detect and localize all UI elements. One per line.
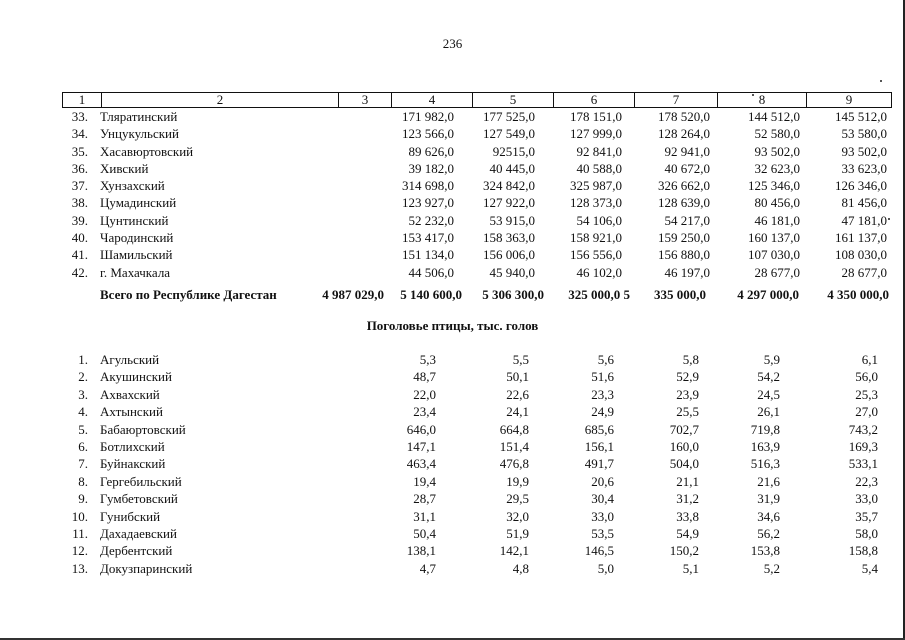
value-cell: 34,6 — [757, 508, 780, 524]
value-cell: 156,1 — [584, 438, 614, 454]
value-cell: 33,0 — [591, 508, 614, 524]
value-cell: 5,9 — [763, 352, 780, 367]
value-cell: 160,0 — [669, 438, 699, 454]
district-name: г. Махачкала — [100, 264, 171, 280]
value-cell: 324 842,0 — [483, 178, 535, 194]
district-name: Ахвахский — [100, 386, 160, 402]
row-number: 39. — [71, 212, 88, 228]
value-cell: 22,0 — [413, 386, 436, 402]
value-cell: 92515,0 — [492, 143, 535, 159]
district-name: Бабаюртовский — [100, 421, 186, 437]
row-number: 8. — [78, 473, 88, 489]
value-cell: 33,0 — [855, 491, 878, 507]
value-cell: 89 626,0 — [408, 143, 454, 159]
row-number: 41. — [71, 247, 88, 263]
district-name: Дахадаевский — [100, 525, 177, 541]
value-cell: 177 525,0 — [483, 109, 535, 124]
value-cell: 56,0 — [855, 369, 878, 385]
scan-speck — [752, 94, 754, 96]
row-number: 33. — [71, 109, 88, 124]
value-cell: 178 520,0 — [658, 109, 710, 124]
value-cell: 533,1 — [848, 456, 878, 472]
value-cell: 28 677,0 — [754, 264, 800, 280]
value-cell: 156 880,0 — [658, 247, 710, 263]
value-cell: 138,1 — [406, 543, 436, 559]
value-cell: 92 941,0 — [664, 143, 710, 159]
row-number: 35. — [71, 143, 88, 159]
district-name: Унцукульский — [100, 126, 179, 142]
col-header-8: 8 — [718, 93, 807, 108]
value-cell: 48,7 — [413, 369, 436, 385]
district-name: Докузпаринский — [100, 560, 193, 576]
value-cell: 29,5 — [506, 491, 529, 507]
value-cell: 325 987,0 — [570, 178, 622, 194]
value-cell: 144 512,0 — [748, 109, 800, 124]
value-cell: 128 373,0 — [570, 195, 622, 211]
value-cell: 169,3 — [848, 438, 878, 454]
scan-speck — [880, 80, 882, 82]
value-cell: 516,3 — [750, 456, 780, 472]
district-name: Хивский — [100, 160, 149, 176]
section-title: Поголовье птицы, тыс. голов — [366, 318, 539, 333]
value-cell: 92 841,0 — [576, 143, 622, 159]
value-cell: 159 250,0 — [658, 230, 710, 246]
col-header-6: 6 — [554, 93, 635, 108]
scan-speck — [888, 218, 890, 220]
row-number: 42. — [71, 264, 88, 280]
district-name: Дербентский — [100, 543, 173, 559]
value-cell: 123 927,0 — [402, 195, 454, 211]
value-cell: 25,3 — [855, 386, 878, 402]
value-cell: 128 264,0 — [658, 126, 710, 142]
value-cell: 5,4 — [861, 560, 878, 576]
value-cell: 6,1 — [861, 352, 878, 367]
district-name: Хунзахский — [100, 178, 165, 194]
value-cell: 58,0 — [855, 525, 878, 541]
value-cell: 54 217,0 — [664, 212, 710, 228]
value-cell: 20,6 — [591, 473, 614, 489]
total-row — [62, 286, 902, 303]
col-header-9: 9 — [807, 93, 892, 108]
district-name: Буйнакский — [100, 456, 166, 472]
value-cell: 5,5 — [512, 352, 529, 367]
value-cell: 50,1 — [506, 369, 529, 385]
district-name: Цунтинский — [100, 212, 169, 228]
district-name: Гергебильский — [100, 473, 182, 489]
value-cell: 24,5 — [757, 386, 780, 402]
value-cell: 153 417,0 — [402, 230, 454, 246]
value-cell: 326 662,0 — [658, 178, 710, 194]
value-cell: 107 030,0 — [748, 247, 800, 263]
value-cell: 151,4 — [499, 438, 529, 454]
value-cell: 160 137,0 — [748, 230, 800, 246]
row-number: 6. — [78, 438, 88, 454]
value-cell: 53 915,0 — [489, 212, 535, 228]
district-name: Гунибский — [100, 508, 161, 524]
value-cell: 476,8 — [499, 456, 529, 472]
value-cell: 51,9 — [506, 525, 529, 541]
total-label: Всего по Республике Дагестан — [100, 287, 277, 302]
value-cell: 743,2 — [848, 421, 878, 437]
district-name: Чародинский — [100, 230, 174, 246]
value-cell: 147,1 — [406, 438, 436, 454]
district-name: Ботлихский — [100, 438, 165, 454]
value-cell: 53 580,0 — [841, 126, 887, 142]
value-cell: 24,1 — [506, 404, 529, 420]
value-cell: 158 921,0 — [570, 230, 622, 246]
row-number: 34. — [71, 126, 88, 142]
value-cell: 719,8 — [750, 421, 780, 437]
district-name: Акушинский — [100, 369, 172, 385]
row-number: 13. — [71, 560, 88, 576]
row-number: 3. — [78, 386, 88, 402]
value-cell: 161 137,0 — [835, 230, 887, 246]
value-cell: 126 346,0 — [835, 178, 887, 194]
total-value: 325 000,0 5 — [568, 287, 630, 302]
value-cell: 702,7 — [669, 421, 699, 437]
value-cell: 22,6 — [506, 386, 529, 402]
value-cell: 51,6 — [591, 369, 614, 385]
row-number: 40. — [71, 230, 88, 246]
value-cell: 23,3 — [591, 386, 614, 402]
total-value: 4 297 000,0 — [737, 287, 799, 302]
value-cell: 314 698,0 — [402, 178, 454, 194]
col-header-5: 5 — [473, 93, 554, 108]
value-cell: 151 134,0 — [402, 247, 454, 263]
value-cell: 35,7 — [855, 508, 878, 524]
value-cell: 44 506,0 — [408, 264, 454, 280]
district-name: Шамильский — [100, 247, 173, 263]
district-name: Ахтынский — [100, 404, 163, 420]
row-number: 37. — [71, 178, 88, 194]
value-cell: 30,4 — [591, 491, 614, 507]
value-cell: 40 672,0 — [664, 160, 710, 176]
value-cell: 32 623,0 — [754, 160, 800, 176]
value-cell: 81 456,0 — [841, 195, 887, 211]
value-cell: 646,0 — [406, 421, 436, 437]
district-name: Цумадинский — [100, 195, 177, 211]
value-cell: 52 232,0 — [408, 212, 454, 228]
value-cell: 21,6 — [757, 473, 780, 489]
value-cell: 125 346,0 — [748, 178, 800, 194]
row-number: 12. — [71, 543, 88, 559]
value-cell: 53,5 — [591, 525, 614, 541]
total-value: 335 000,0 — [654, 287, 706, 302]
row-number: 5. — [78, 421, 88, 437]
row-number: 1. — [78, 352, 88, 367]
value-cell: 171 982,0 — [402, 109, 454, 124]
value-cell: 178 151,0 — [570, 109, 622, 124]
value-cell: 504,0 — [669, 456, 699, 472]
col-header-7: 7 — [635, 93, 718, 108]
value-cell: 127 549,0 — [483, 126, 535, 142]
value-cell: 54,9 — [676, 525, 699, 541]
value-cell: 491,7 — [584, 456, 614, 472]
col-header-2: 2 — [102, 93, 339, 108]
row-number: 11. — [72, 525, 88, 541]
value-cell: 31,2 — [676, 491, 699, 507]
value-cell: 123 566,0 — [402, 126, 454, 142]
value-cell: 21,1 — [676, 473, 699, 489]
value-cell: 145 512,0 — [835, 109, 887, 124]
value-cell: 5,8 — [682, 352, 699, 367]
row-number: 9. — [78, 491, 88, 507]
value-cell: 19,4 — [413, 473, 436, 489]
row-number: 10. — [71, 508, 88, 524]
total-value: 5 306 300,0 — [482, 287, 544, 302]
total-value: 4 350 000,0 — [827, 287, 889, 302]
district-name: Тляратинский — [100, 109, 178, 124]
district-name: Гумбетовский — [100, 491, 178, 507]
row-number: 4. — [78, 404, 88, 420]
row-number: 36. — [71, 160, 88, 176]
value-cell: 28,7 — [413, 491, 436, 507]
row-number: 7. — [78, 456, 88, 472]
value-cell: 153,8 — [750, 543, 780, 559]
value-cell: 27,0 — [855, 404, 878, 420]
value-cell: 56,2 — [757, 525, 780, 541]
value-cell: 39 182,0 — [408, 160, 454, 176]
value-cell: 5,3 — [419, 352, 436, 367]
value-cell: 158 363,0 — [483, 230, 535, 246]
value-cell: 128 639,0 — [658, 195, 710, 211]
value-cell: 4,8 — [512, 560, 529, 576]
value-cell: 46 102,0 — [576, 264, 622, 280]
value-cell: 127 999,0 — [570, 126, 622, 142]
value-cell: 50,4 — [413, 525, 436, 541]
value-cell: 146,5 — [584, 543, 614, 559]
district-name: Агульский — [100, 352, 160, 367]
value-cell: 54,2 — [757, 369, 780, 385]
district-name: Хасавюртовский — [100, 143, 194, 159]
col-header-4: 4 — [392, 93, 473, 108]
value-cell: 685,6 — [584, 421, 614, 437]
total-value: 4 987 029,0 — [322, 287, 384, 302]
value-cell: 25,5 — [676, 404, 699, 420]
col-header-1: 1 — [63, 93, 102, 108]
value-cell: 46 181,0 — [754, 212, 800, 228]
value-cell: 93 502,0 — [754, 143, 800, 159]
value-cell: 19,9 — [506, 473, 529, 489]
value-cell: 5,0 — [597, 560, 614, 576]
value-cell: 54 106,0 — [576, 212, 622, 228]
value-cell: 33,8 — [676, 508, 699, 524]
value-cell: 23,9 — [676, 386, 699, 402]
value-cell: 127 922,0 — [483, 195, 535, 211]
value-cell: 31,1 — [413, 508, 436, 524]
value-cell: 5,1 — [682, 560, 699, 576]
value-cell: 142,1 — [499, 543, 529, 559]
row-number: 38. — [71, 195, 88, 211]
value-cell: 5,6 — [597, 352, 614, 367]
value-cell: 24,9 — [591, 404, 614, 420]
col-header-3: 3 — [339, 93, 392, 108]
value-cell: 156 006,0 — [483, 247, 535, 263]
value-cell: 45 940,0 — [489, 264, 535, 280]
value-cell: 4,7 — [419, 560, 436, 576]
value-cell: 47 181,0 — [841, 212, 887, 228]
value-cell: 150,2 — [669, 543, 699, 559]
value-cell: 26,1 — [757, 404, 780, 420]
value-cell: 23,4 — [413, 404, 436, 420]
value-cell: 156 556,0 — [570, 247, 622, 263]
value-cell: 28 677,0 — [841, 264, 887, 280]
value-cell: 158,8 — [848, 543, 878, 559]
value-cell: 31,9 — [757, 491, 780, 507]
value-cell: 40 445,0 — [489, 160, 535, 176]
value-cell: 80 456,0 — [754, 195, 800, 211]
value-cell: 22,3 — [855, 473, 878, 489]
value-cell: 664,8 — [499, 421, 529, 437]
total-value: 5 140 600,0 — [400, 287, 462, 302]
value-cell: 5,2 — [763, 560, 780, 576]
value-cell: 52,9 — [676, 369, 699, 385]
value-cell: 52 580,0 — [754, 126, 800, 142]
row-number: 2. — [78, 369, 88, 385]
value-cell: 46 197,0 — [664, 264, 710, 280]
value-cell: 163,9 — [750, 438, 780, 454]
value-cell: 463,4 — [406, 456, 436, 472]
page-number: 236 — [442, 36, 463, 51]
value-cell: 93 502,0 — [841, 143, 887, 159]
value-cell: 40 588,0 — [576, 160, 622, 176]
column-header-row — [62, 92, 892, 108]
value-cell: 33 623,0 — [841, 160, 887, 176]
value-cell: 32,0 — [506, 508, 529, 524]
value-cell: 108 030,0 — [835, 247, 887, 263]
